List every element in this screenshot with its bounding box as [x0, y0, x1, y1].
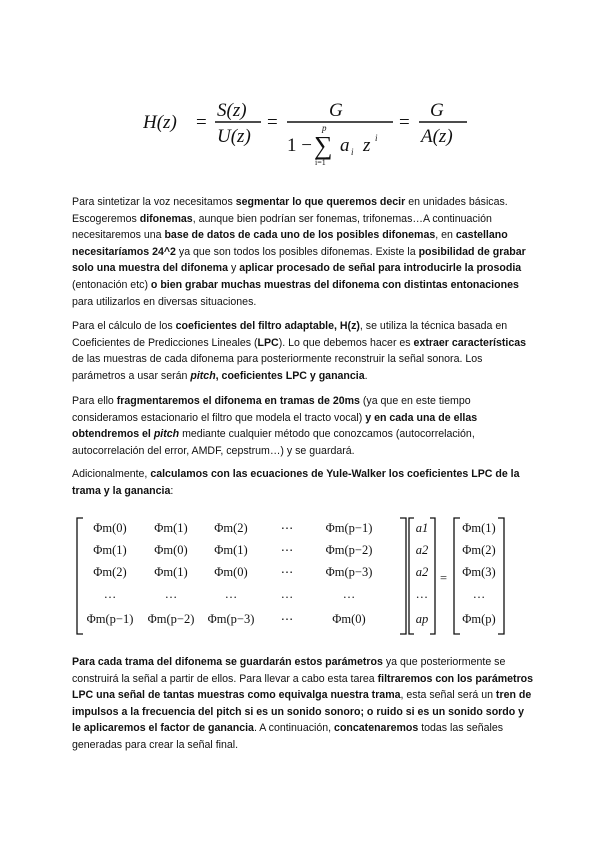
p1-bold-2: difonemas: [139, 212, 193, 225]
matrix-cell: Φm(2): [214, 521, 248, 535]
paragraph-segmentation: [72, 194, 534, 310]
matrix-cell: Φm(1): [93, 543, 127, 557]
p5-text-1: ya que posteriormente se construirá la señal a partir de ellos. Para llevar a cabo esta tarea: [72, 656, 506, 685]
p2-bold-4: , coeficientes LPC y ganancia: [215, 369, 365, 382]
p5-text-2: , esta señal será un: [400, 689, 496, 702]
vector-rhs-entry: Φm(2): [462, 543, 496, 557]
p3-text-3: mediante cualquier método que conozcamos (autocorrelación, autocorrelación del error, AMDF, cepstrum…) y se guardará.: [72, 428, 475, 457]
matrix-cell: …: [164, 587, 178, 601]
matrix-right-bracket: [400, 518, 406, 634]
formula-frac2-num: G: [329, 100, 343, 121]
paragraph-lpc: [72, 318, 534, 384]
vector-a-right-bracket: [430, 518, 435, 634]
formula-sum-symbol: ∑: [314, 131, 333, 160]
p2-text-3: ). Lo que debemos hacer es: [278, 336, 414, 349]
matrix-cell: …: [280, 587, 294, 601]
formula-eq-1: =: [196, 112, 207, 133]
p1-bold-6: aplicar procesado de señal para introducirle la prosodia: [239, 262, 522, 275]
matrix-left-bracket: [77, 518, 83, 634]
p1-text-1: Para sintetizar la voz necesitamos: [72, 196, 236, 208]
p2-bold-italic-pitch: pitch: [190, 369, 216, 382]
formula-lhs: H(z): [143, 112, 177, 133]
p3-text-2: (ya que en este tiempo consideramos estacionario el filtro que modela el tracto vocal): [72, 395, 471, 424]
p4-bold-1: calculamos con las ecuaciones de Yule-Walker los coeficientes LPC de la trama y la ganancia: [72, 468, 520, 497]
matrix-cell: Φm(1): [154, 521, 188, 535]
vector-a-entry: a2: [415, 565, 429, 579]
formula-eq-2: =: [267, 112, 278, 133]
matrix-cell: Φm(1): [214, 543, 248, 557]
matrix-cell: Φm(0): [93, 521, 127, 535]
transfer-function-formula: [143, 94, 473, 166]
paragraph-frames: [72, 393, 534, 459]
formula-frac3-num: G: [430, 100, 444, 121]
matrix-cell: Φm(p−3): [325, 565, 373, 579]
formula-frac2-one: 1 −: [287, 135, 312, 156]
vector-a-entry: a2: [415, 543, 429, 557]
p5-bold-1: Para cada trama del difonema se guardarán estos parámetros: [72, 656, 383, 668]
p5-bold-3: tren de impulsos a la frecuencia del pitch si es un sonido sonoro; o ruido si es un sonido sordo y le aplicaremos el factor de ganancia: [72, 689, 532, 735]
formula-sum-upper: p: [322, 123, 327, 133]
p1-text-7: (entonación etc): [72, 278, 151, 291]
p2-text-2: , se utiliza la técnica basada en Coeficientes de Predicciones Lineales (: [72, 320, 508, 349]
matrix-cell: ⋯: [280, 565, 294, 579]
p1-text-4: , en: [435, 229, 456, 242]
p4-text-2: :: [170, 484, 174, 497]
p1-text-6: y: [228, 262, 240, 275]
vector-rhs-entry: Φm(3): [462, 565, 496, 579]
matrix-cell: Φm(p−1): [325, 521, 373, 535]
vector-a-entry: ap: [415, 612, 429, 626]
p3-bold-italic-pitch: pitch: [153, 428, 180, 441]
p2-text-1: Para el cálculo de los: [72, 320, 176, 332]
matrix-cell: …: [342, 587, 356, 601]
matrix-cell: ⋯: [280, 612, 294, 626]
formula-sum-lower: i=1: [315, 158, 326, 166]
p1-bold-3: base de datos de cada uno de los posibles difonemas: [164, 229, 436, 242]
matrix-equals-sign: =: [440, 571, 448, 585]
vector-rhs-right-bracket: [498, 518, 504, 634]
p4-text-1: Adicionalmente,: [72, 468, 151, 480]
p1-bold-7: o bien grabar muchas muestras del difonema con distintas entonaciones: [150, 278, 519, 291]
p2-bold-1: coeficientes del filtro adaptable, H(z): [175, 320, 360, 332]
matrix-cell: ⋯: [280, 521, 294, 535]
matrix-cell: Φm(2): [93, 565, 127, 579]
matrix-cell: Φm(p−2): [325, 543, 373, 557]
vector-a-left-bracket: [409, 518, 414, 634]
matrix-cell: Φm(p−1): [86, 612, 134, 626]
p5-bold-2: filtraremos con los parámetros LPC una señal de tantas muestras como equivalga nuestra trama: [72, 672, 534, 702]
p2-text-5: .: [364, 369, 368, 382]
p3-bold-1: fragmentaremos el difonema en tramas de 20ms: [116, 395, 360, 407]
vector-rhs-left-bracket: [454, 518, 460, 634]
formula-sum-term: a: [340, 135, 350, 156]
paragraph-synthesis: [72, 654, 534, 754]
vector-rhs-entry: Φm(1): [462, 521, 496, 535]
matrix-cell: Φm(1): [154, 565, 188, 579]
formula-frac1-num: S(z): [217, 100, 247, 121]
matrix-cell: Φm(0): [332, 612, 366, 626]
vector-a-entry: a1: [415, 521, 429, 535]
formula-frac3-den: A(z): [421, 126, 453, 147]
p1-bold-4: castellano necesitaríamos 24^2: [72, 229, 508, 258]
p1-text-2: en unidades básicas. Escogeremos: [72, 196, 508, 225]
p1-text-5: ya que son todos los posibles difonemas. Existe la: [175, 245, 419, 258]
vector-rhs-entry: Φm(p): [462, 612, 496, 626]
matrix-cell: Φm(p−2): [147, 612, 195, 626]
p1-text-8: para utilizarlos en diversas situaciones.: [72, 295, 257, 308]
vector-a-entry: …: [416, 587, 428, 601]
matrix-cell: Φm(p−3): [207, 612, 255, 626]
p2-bold-2: LPC: [257, 336, 279, 349]
formula-eq-3: =: [399, 112, 410, 133]
p5-bold-4: concatenaremos: [334, 722, 419, 735]
matrix-cell: …: [103, 587, 117, 601]
formula-sum-sub: i: [351, 147, 354, 157]
formula-sum-exp: i: [375, 133, 378, 143]
matrix-cell: ⋯: [280, 543, 294, 557]
p3-bold-2: y en cada una de ellas obtendremos el: [72, 411, 478, 441]
vector-rhs-entry: …: [472, 587, 486, 601]
p2-bold-3: extraer características: [413, 336, 527, 349]
p5-text-4: todas las señales generadas para crear la señal final.: [72, 722, 504, 751]
p3-text-1: Para ello: [72, 395, 117, 407]
p5-text-3: . A continuación,: [253, 722, 335, 735]
matrix-cell: Φm(0): [214, 565, 248, 579]
yule-walker-matrix-equation: [74, 515, 524, 637]
p1-text-3: , aunque bien podrían ser fonemas, trifonemas…A continuación necesitaremos una: [72, 212, 492, 242]
p1-bold-5: posibilidad de grabar solo una muestra del difonema: [72, 245, 526, 275]
matrix-cell: …: [224, 587, 238, 601]
p1-bold-1: segmentar lo que queremos decir: [235, 196, 406, 208]
formula-sum-z: z: [363, 135, 371, 156]
formula-frac1-den: U(z): [217, 126, 251, 147]
paragraph-yule-walker: [72, 466, 534, 499]
p2-text-4: de las muestras de cada difonema para posteriormente reconstruir la señal sonora. Los parámetros a usar serán: [72, 353, 483, 382]
matrix-cell: Φm(0): [154, 543, 188, 557]
